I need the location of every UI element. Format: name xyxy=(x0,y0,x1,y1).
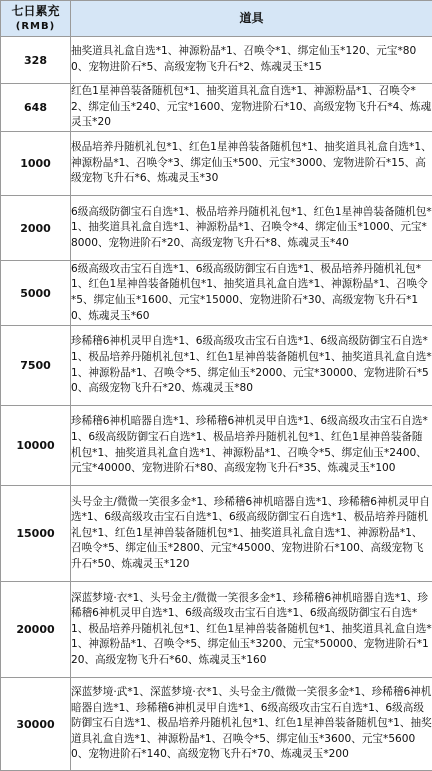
table-row xyxy=(1,84,432,132)
reward-items: 深蓝梦境·武*1、深蓝梦境·衣*1、头号金主/微微一笑很多金*1、珍稀稽6神机暗器自选*1、珍稀稽6神机灵甲自选*1、6级高级攻击宝石自选*1、6级高级防御宝石自选*1、极品培养丹随机礼包*1、红色1星神兽装备随机包*1、抽奖道具礼盒自选*1、神源粉晶*1、召唤令*5、绑定仙玉*3600、元宝*56000、宠物进阶石*140、高级宠物飞升石*70、炼魂灵玉*200 xyxy=(71,678,432,771)
recharge-amount: 1000 xyxy=(1,132,71,196)
table-row xyxy=(1,261,432,326)
table-row xyxy=(1,678,432,771)
table-row xyxy=(1,196,432,261)
recharge-amount: 15000 xyxy=(1,486,71,582)
table-row xyxy=(1,132,432,196)
header-cumulative-recharge xyxy=(1,1,71,37)
reward-items: 珍稀稽6神机灵甲自选*1、6级高级攻击宝石自选*1、6级高级防御宝石自选*1、极品培养丹随机礼包*1、红色1星神兽装备随机包*1、抽奖道具礼盒自选*1、神源粉晶*1、召唤令*5、绑定仙玉*2000、元宝*30000、宠物进阶石*50、高级宠物飞升石*20、炼魂灵玉*80 xyxy=(71,326,432,406)
table-row xyxy=(1,406,432,486)
recharge-amount: 7500 xyxy=(1,326,71,406)
recharge-amount: 648 xyxy=(1,84,71,132)
reward-items: 头号金主/微微一笑很多金*1、珍稀稽6神机暗器自选*1、珍稀稽6神机灵甲自选*1、6级高级攻击宝石自选*1、6级高级防御宝石自选*1、极品培养丹随机礼包*1、红色1星神兽装备随机包*1、抽奖道具礼盒自选*1、神源粉晶*1、召唤令*5、绑定仙玉*2800、元宝*45000、宠物进阶石*100、高级宠物飞升石*50、炼魂灵玉*120 xyxy=(71,486,432,582)
recharge-amount: 30000 xyxy=(1,678,71,771)
table-header-row xyxy=(1,1,432,37)
table-row xyxy=(1,326,432,406)
header-cumulative-title: 七日累充 xyxy=(11,4,59,18)
reward-items: 极品培养丹随机礼包*1、红色1星神兽装备随机包*1、抽奖道具礼盒自选*1、神源粉晶*1、召唤令*3、绑定仙玉*500、元宝*3000、宠物进阶石*15、高级宠物飞升石*6、炼魂灵玉*30 xyxy=(71,132,432,196)
reward-items: 抽奖道具礼盒自选*1、神源粉晶*1、召唤令*1、绑定仙玉*120、元宝*800、宠物进阶石*5、高级宠物飞升石*2、炼魂灵玉*15 xyxy=(71,37,432,84)
recharge-amount: 5000 xyxy=(1,261,71,326)
header-items: 道具 xyxy=(71,1,432,37)
table-row xyxy=(1,37,432,84)
recharge-amount: 328 xyxy=(1,37,71,84)
recharge-amount: 20000 xyxy=(1,582,71,678)
table-row xyxy=(1,486,432,582)
reward-items: 6级高级攻击宝石自选*1、6级高级防御宝石自选*1、极品培养丹随机礼包*1、红色1星神兽装备随机包*1、抽奖道具礼盒自选*1、神源粉晶*1、召唤令*5、绑定仙玉*1600、元宝*15000、宠物进阶石*30、高级宠物飞升石*10、炼魂灵玉*60 xyxy=(71,261,432,326)
reward-items: 6级高级防御宝石自选*1、极品培养丹随机礼包*1、红色1星神兽装备随机包*1、抽奖道具礼盒自选*1、神源粉晶*1、召唤令*4、绑定仙玉*1000、元宝*8000、宠物进阶石*20、高级宠物飞升石*8、炼魂灵玉*40 xyxy=(71,196,432,261)
reward-items: 深蓝梦境·衣*1、头号金主/微微一笑很多金*1、珍稀稽6神机暗器自选*1、珍稀稽6神机灵甲自选*1、6级高级攻击宝石自选*1、6级高级防御宝石自选*1、极品培养丹随机礼包*1、红色1星神兽装备随机包*1、抽奖道具礼盒自选*1、神源粉晶*1、召唤令*5、绑定仙玉*3200、元宝*50000、宠物进阶石*120、高级宠物飞升石*60、炼魂灵玉*160 xyxy=(71,582,432,678)
reward-items: 珍稀稽6神机暗器自选*1、珍稀稽6神机灵甲自选*1、6级高级攻击宝石自选*1、6级高级防御宝石自选*1、极品培养丹随机礼包*1、红色1星神兽装备随机包*1、抽奖道具礼盒自选*1、神源粉晶*1、召唤令*5、绑定仙玉*2400、元宝*40000、宠物进阶石*80、高级宠物飞升石*35、炼魂灵玉*100 xyxy=(71,406,432,486)
recharge-amount: 2000 xyxy=(1,196,71,261)
table-row xyxy=(1,582,432,678)
reward-items: 红色1星神兽装备随机包*1、抽奖道具礼盒自选*1、神源粉晶*1、召唤令*2、绑定仙玉*240、元宝*1600、宠物进阶石*10、高级宠物飞升石*4、炼魂灵玉*20 xyxy=(71,84,432,132)
recharge-amount: 10000 xyxy=(1,406,71,486)
header-currency-unit: (RMB) xyxy=(1,19,70,34)
